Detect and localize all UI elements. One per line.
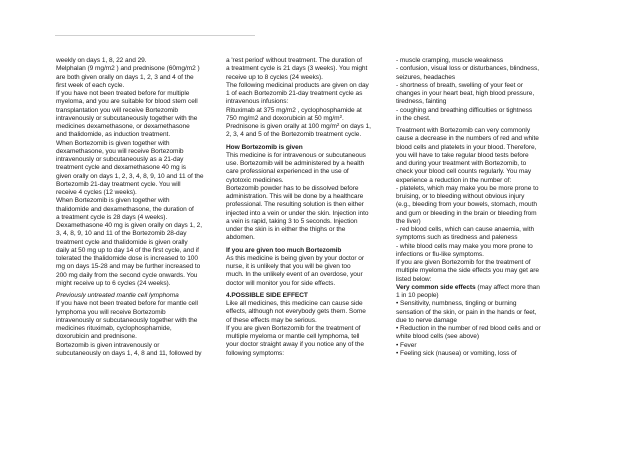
- text-line: Rituximab at 375 mg/m2 , cyclophosphamide at: [226, 106, 362, 114]
- text-line: Like all medicines, this medicine can cause side: [226, 300, 363, 307]
- text-line: Bortezomib powder has to be dissolved before: [226, 184, 359, 192]
- text-line: Bortezomib 21-day treatment cycle. You will: [56, 180, 181, 188]
- text-line: of these effects may be serious.: [226, 316, 317, 324]
- text-line: seizures, headaches: [396, 73, 456, 81]
- cycle-text: [226, 57, 394, 115]
- text-line: multiple myeloma or mantle cell lymphoma, tell: [226, 333, 360, 340]
- very-common-line: Very common side effects (may affect more than: [396, 283, 540, 291]
- text-line: the liver): [396, 217, 421, 225]
- blood-count-text: [396, 127, 586, 284]
- text-line: lymphoma you will receive Bortezomib: [56, 308, 166, 316]
- overdose-text: [226, 255, 394, 288]
- text-line: • Reduction in the number of red blood cells and or: [396, 325, 541, 332]
- text-line: 200 mg daily from the second cycle onwards. You: [56, 271, 198, 279]
- column-2: [226, 57, 394, 358]
- text-line: When Bortezomib is given together with: [56, 197, 170, 205]
- text-line: check your blood cell counts regularly. You may: [396, 168, 532, 176]
- text-line: doctor will monitor you for side effects.: [226, 279, 336, 287]
- text-line: intravenously or subcutaneously together with the: [56, 114, 198, 122]
- very-common-list: [396, 292, 586, 358]
- text-line: tolerated the thalidomide dose is increased to 100: [56, 255, 198, 262]
- text-line: (e.g., bleeding from your bowels, stomach, mouth: [396, 201, 537, 209]
- prednisone-line-2: 2, 3, 4 and 5 of the Bortezomib treatment cycle.: [226, 131, 362, 139]
- side-effects-heading: 4.POSSIBLE SIDE EFFECT: [226, 291, 308, 299]
- text-line: doxorubicin and prednisone.: [56, 333, 137, 341]
- text-line: As this medicine is being given by your doctor or: [226, 254, 365, 262]
- text-line: a treatment cycle is 21 days (3 weeks). You might: [226, 65, 368, 73]
- text-line: cause a decrease in the numbers of red and white: [396, 135, 539, 143]
- text-line: infections or flu-like symptoms.: [396, 250, 484, 258]
- text-line: - coughing and breathing difficulties or tightness: [396, 106, 533, 114]
- symptom-list: [396, 57, 586, 123]
- text-line: receive up to 8 cycles (24 weeks).: [226, 73, 323, 81]
- text-line: under the skin is in either the thighs or the: [226, 226, 346, 233]
- text-line: dexamethasone, you will receive Bortezomib: [56, 147, 184, 155]
- text-line: • Feeling sick (nausea) or vomiting, loss of: [396, 349, 517, 357]
- text-line: sensation of the skin, or pain in the hands or feet,: [396, 308, 537, 316]
- text-line: tiredness, fainting: [396, 98, 447, 106]
- text-line: symptoms such as tiredness and paleness: [396, 234, 518, 242]
- text-line: medicines dexamethasone, or dexamethasone: [56, 123, 190, 130]
- dosing-text: [56, 57, 214, 288]
- text-line: and during your treatment with Bortezomib, to: [396, 160, 527, 167]
- text-line: treatment cycle and dexamethasone 40 mg is: [56, 164, 187, 172]
- text-line: If you have not been treated before for multiple: [56, 90, 190, 97]
- column-1: [56, 57, 214, 358]
- text-line: and thalidomide, as induction treatment.: [56, 131, 171, 139]
- text-line: your doctor straight away if you notice any of the: [226, 341, 364, 349]
- text-line: in the chest.: [396, 114, 431, 122]
- text-line: The following medicinal products are given on day: [226, 81, 369, 89]
- text-line: intravenously or subcutaneously as a 21-day: [56, 156, 184, 163]
- text-line: Bortezomib is given intravenously or: [56, 341, 160, 349]
- text-line: - confusion, visual loss or disturbances, blindness,: [396, 65, 539, 73]
- text-line: • Sensitivity, numbness, tingling or burning: [396, 300, 517, 308]
- text-line: are both given orally on days 1, 2, 3 and 4 of the: [56, 73, 194, 81]
- text-line: subcutaneously on days 1, 4, 8 and 11, followed by: [56, 349, 202, 357]
- text-line: given orally on days 1, 2, 3, 4, 8, 9, 10 and 11 of the: [56, 172, 204, 180]
- text-line: myeloma, and you are suitable for blood stem cell: [56, 98, 198, 106]
- text-line: and gum or bleeding in the brain or bleeding from: [396, 209, 537, 217]
- text-line: much. In the unlikely event of an overdose, your: [226, 271, 363, 279]
- text-line: 1 of each Bortezomib 21-day treatment cycle as: [226, 90, 363, 97]
- prednisone-line: Prednisone is given orally at 100 $mg/m^2$ on days 1,: [226, 123, 371, 130]
- text-line: 1 in 10 people): [396, 292, 439, 299]
- text-line: treatment cycle and thalidomide is given orally: [56, 238, 188, 246]
- how-given-text: [226, 152, 394, 243]
- text-line: - white blood cells may make you more prone to: [396, 242, 533, 250]
- text-line: bruising, or to bleeding without obvious injury: [396, 193, 525, 200]
- text-line: a treatment cycle is 28 days (4 weeks).: [56, 213, 168, 221]
- text-line: transplantation you will receive Bortezomib: [56, 106, 178, 114]
- text-line: thalidomide and dexamethasone, the duration of: [56, 205, 194, 213]
- text-line: multiple myeloma the side effects you may get are: [396, 267, 539, 275]
- column-3: [396, 57, 586, 358]
- text-line: use. Bortezomib will be administered by a health: [226, 160, 365, 167]
- text-line: nurse, it is unlikely that you will be given too: [226, 263, 351, 270]
- text-line: first week of each cycle.: [56, 81, 125, 89]
- text-line: a vein is rapid, taking 3 to 5 seconds. Injection: [226, 217, 358, 225]
- text-line: This medicine is for intravenous or subcutaneous: [226, 151, 366, 159]
- text-line: receive 4 cycles (12 weeks).: [56, 189, 137, 196]
- text-line: - muscle cramping, muscle weakness: [396, 57, 504, 64]
- text-line: following symptoms:: [226, 349, 284, 357]
- text-line: - shortness of breath, swelling of your feet or: [396, 81, 523, 89]
- text-line: experience a reduction in the number of:: [396, 176, 512, 184]
- text-line: care professional experienced in the use of: [226, 168, 349, 176]
- text-line: changes in your heart beat, high blood pressure,: [396, 90, 535, 97]
- text-line: If you are given Bortezomib for the treatment of: [226, 324, 361, 332]
- text-line: administration. This will be done by a healthcare: [226, 193, 364, 200]
- text-line: Dexamethasone 40 mg is given orally on days 1, 2,: [56, 222, 203, 229]
- text-line: you will have to take regular blood tests before: [396, 151, 529, 159]
- side-effects-text: [226, 300, 394, 358]
- text-line: mg on days 15-28 and may be further increased to: [56, 263, 201, 271]
- text-line: 3, 4, 8, 9, 10 and 11 of the Bortezomib 28-day: [56, 230, 187, 238]
- text-line: effects, although not everybody gets them. Some: [226, 308, 366, 316]
- text-line: If you have not been treated before for mantle cell: [56, 300, 198, 308]
- how-given-heading: How Bortezomib is given: [226, 143, 303, 151]
- text-line: listed below:: [396, 275, 432, 283]
- header-rule: [55, 35, 255, 36]
- text-line: daily at 50 mg up to day 14 of the first cycle, and if: [56, 246, 199, 254]
- text-line: medicines rituximab, cyclophosphamide,: [56, 325, 172, 332]
- text-line: - red blood cells, which can cause anaemia, with: [396, 226, 535, 233]
- lymphoma-heading: Previously untreated mantle cell lymphoma: [56, 292, 179, 299]
- text-line: due to nerve damage: [396, 316, 457, 324]
- text-line: When Bortezomib is given together with: [56, 139, 170, 147]
- text-line: blood cells and platelets in your blood. Therefore,: [396, 143, 537, 151]
- text-line: If you are given Bortezomib for the treatment of: [396, 259, 531, 266]
- text-line: • Fever: [396, 341, 417, 349]
- text-line: Melphalan (9 mg/m2 ) and prednisone (60mg/m2 ): [56, 65, 200, 73]
- text-line: might receive up to 6 cycles (24 weeks).: [56, 279, 171, 287]
- text-line: intravenous infusions:: [226, 98, 289, 106]
- text-line: white blood cells (see above): [396, 333, 479, 341]
- text-line: cytotoxic medicines.: [226, 176, 284, 184]
- overdose-heading: If you are given too much Bortezomib: [226, 246, 342, 254]
- text-line: - platelets, which may make you be more prone to: [396, 184, 539, 192]
- lymphoma-text: [56, 300, 214, 358]
- text-line: weekly on days 1, 8, 22 and 29.: [56, 57, 147, 64]
- text-line: Treatment with Bortezomib can very commonly: [396, 127, 531, 134]
- text-line: injected into a vein or under the skin. Injection into: [226, 209, 369, 217]
- text-line: abdomen.: [226, 234, 255, 242]
- doxorubicin-line: 750 mg/m2 and doxorubicin at 50 $mg/m^2$.: [226, 114, 344, 122]
- text-line: professional. The resulting solution is then either: [226, 201, 364, 209]
- text-line: intravenously or subcutaneously together with the: [56, 316, 198, 324]
- text-line: a 'rest period' without treatment. The duration of: [226, 57, 362, 64]
